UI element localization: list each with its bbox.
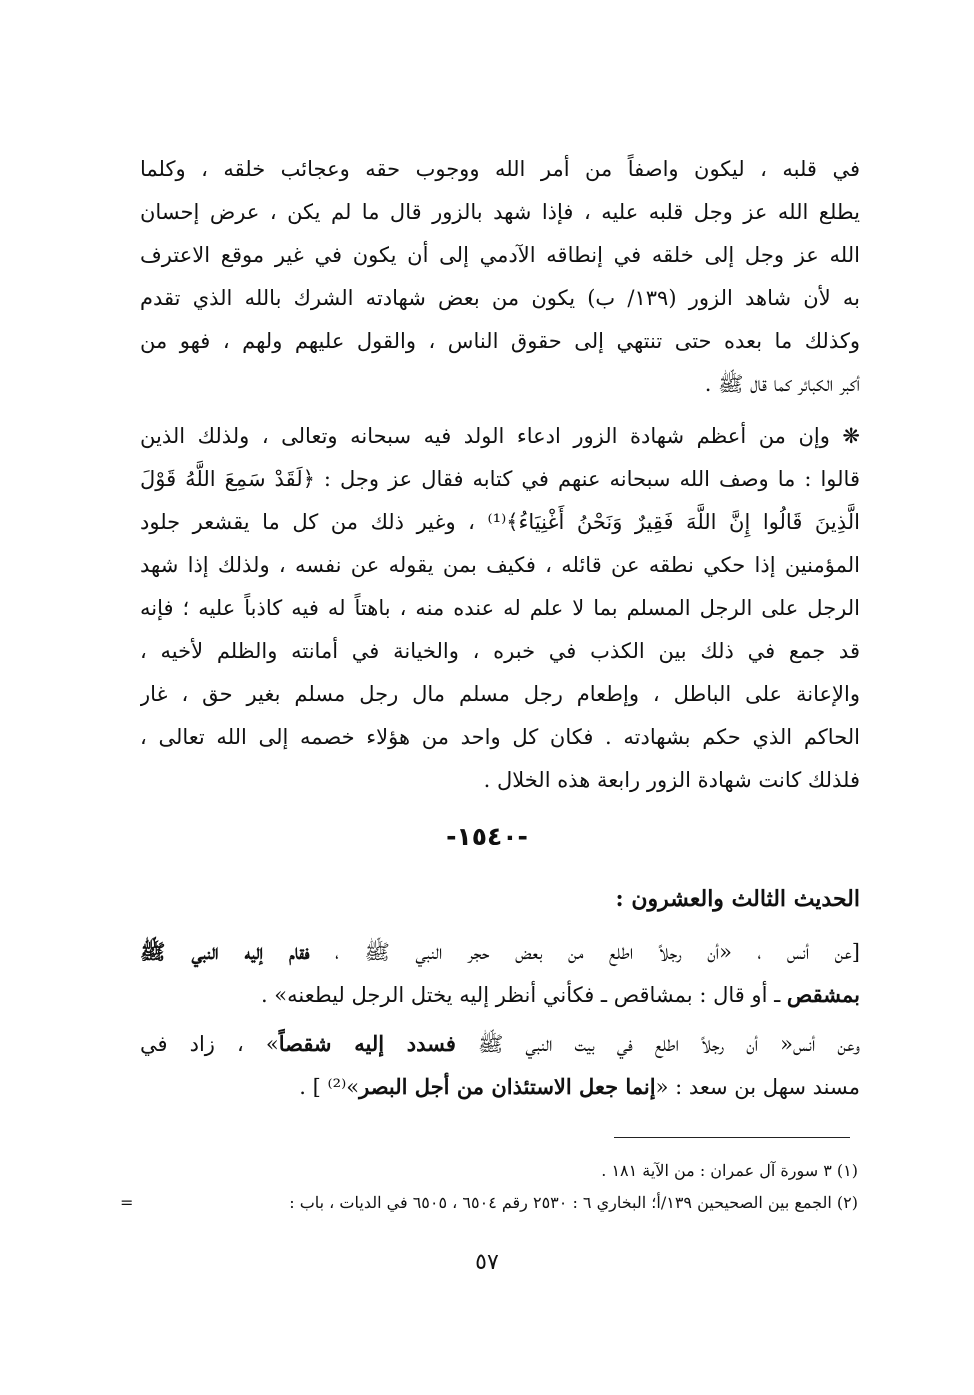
text-line <box>140 973 860 1016</box>
text-line <box>140 1065 860 1108</box>
hadith-emphasis: فسدد إليه شقصاً <box>278 1031 456 1056</box>
hadith-emphasis: فقام إليه النبي ﷺ <box>140 939 310 964</box>
text-line: فلذلك كانت شهادة الزور رابعة هذه الخلال . <box>483 768 860 792</box>
footnote-divider <box>614 1137 850 1138</box>
hadith-text-segment: »⁽²⁾ ] . <box>299 1075 360 1099</box>
page-number: ٥٧ <box>475 1250 499 1275</box>
text-line: الَّذِينَ قَالُوا إِنَّ اللَّهَ فَقِيرٌ وَنَحْنُ أَغْنِيَاءُ﴾⁽¹⁾ ، وغير ذلك من كل ما يقشعر جلود <box>140 510 860 534</box>
text-line: الله عز وجل إلى خلقه في إنطاقه الآدمي إلى أن يكون في غير موقع الاعترف <box>140 243 860 267</box>
footnotes <box>140 1155 858 1219</box>
text-line <box>140 1022 860 1065</box>
hadith-emphasis: إنما جعل الاستئذان من أجل البصر <box>359 1074 656 1099</box>
text-line: يطلع الله عز وجل قلبه عليه ، فإذا شهد بالزور قال ما لم يكن ، عرض إحسان <box>140 200 860 224</box>
text-line: المؤمنين إذا حكي نطقه عن قائله ، فكيف بمن يقوله عن نفسه ، ولذلك إذا شهد <box>140 553 860 577</box>
text-line: في قلبه ، ليكون واصفاً من أمر الله ووجوب حقه وعجائب خلقه ، وكلما <box>140 157 860 181</box>
footnote: (٢) الجمع بين الصحيحين ١٣٩/أ؛ البخاري ٦ : ٢٥٣٠ رقم ٦٥٠٤ ، ٦٥٠٥ في الديات ، باب : <box>289 1193 858 1212</box>
hadith-text-segment: » ، زاد في <box>140 1032 279 1056</box>
footnote: (١) ٣ سورة آل عمران : من الآية ١٨١ . <box>601 1161 858 1180</box>
text-line: الرجل على الرجل المسلم بما لا علم له عنده منه ، باهتاً له فيه كاذباً عليه ؛ فإنه <box>140 596 860 620</box>
hadith-text-segment: مسند سهل بن سعد : « <box>655 1075 860 1099</box>
hadith-text <box>140 930 860 1108</box>
hadith-text-segment: ـ أو قال : بمشاقص ـ فكأني أنظر إليه يختل الرجل ليطعنه» . <box>260 983 787 1007</box>
text-line: قد جمع في ذلك بين الكذب في خبره ، والخيانة في أمانته والظلم لأخيه ، <box>140 639 860 663</box>
hadith-text-segment: وعن أنس« أن رجلاً اطلع في بيت النبي ﷺ <box>455 1032 860 1056</box>
hadith-emphasis: بمشقص <box>786 982 860 1007</box>
text-line: وكذلك ما بعده حتى تنتهي إلى حقوق الناس ، والقول عليهم ولهم ، فهو من <box>140 329 860 353</box>
text-line: والإعانة على الباطل ، وإطعام رجل مسلم مال رجل مسلم بغير حق ، غار <box>140 682 860 706</box>
footnote-continuation-mark: = <box>120 1193 134 1212</box>
text-line: ❋ وإن من أعظم شهادة الزور ادعاء الولد فيه سبحانه وتعالى ، ولذلك الذين <box>140 424 860 448</box>
text-line <box>140 930 860 973</box>
section-heading: الحديث الثالث والعشرون : <box>615 886 860 912</box>
hadith-number: -١٥٤٠- <box>446 822 528 851</box>
body-paragraph-1 <box>140 148 860 406</box>
text-line: أكبر الكبائر كما قال ﷺ . <box>704 372 860 396</box>
text-line: به لأن شاهد الزور (١٣٩/ ب) يكون من بعض شهادته الشرك بالله الذي تقدم <box>140 286 860 310</box>
body-paragraph-2 <box>140 415 860 802</box>
text-line: الحاكم الذي حكم بشهادته . فكان كل واحد من هؤلاء خصمه إلى الله تعالى ، <box>140 725 860 749</box>
hadith-text-segment: [عن أنس ، «أن رجلاً اطلع من بعض حجر النبي ﷺ ، <box>309 940 860 964</box>
text-line: قالوا : ما وصف الله سبحانه عنهم في كتابه فقال عز وجل : ﴿لَقَدْ سَمِعَ اللَّهُ قَوْلَ <box>140 467 860 491</box>
